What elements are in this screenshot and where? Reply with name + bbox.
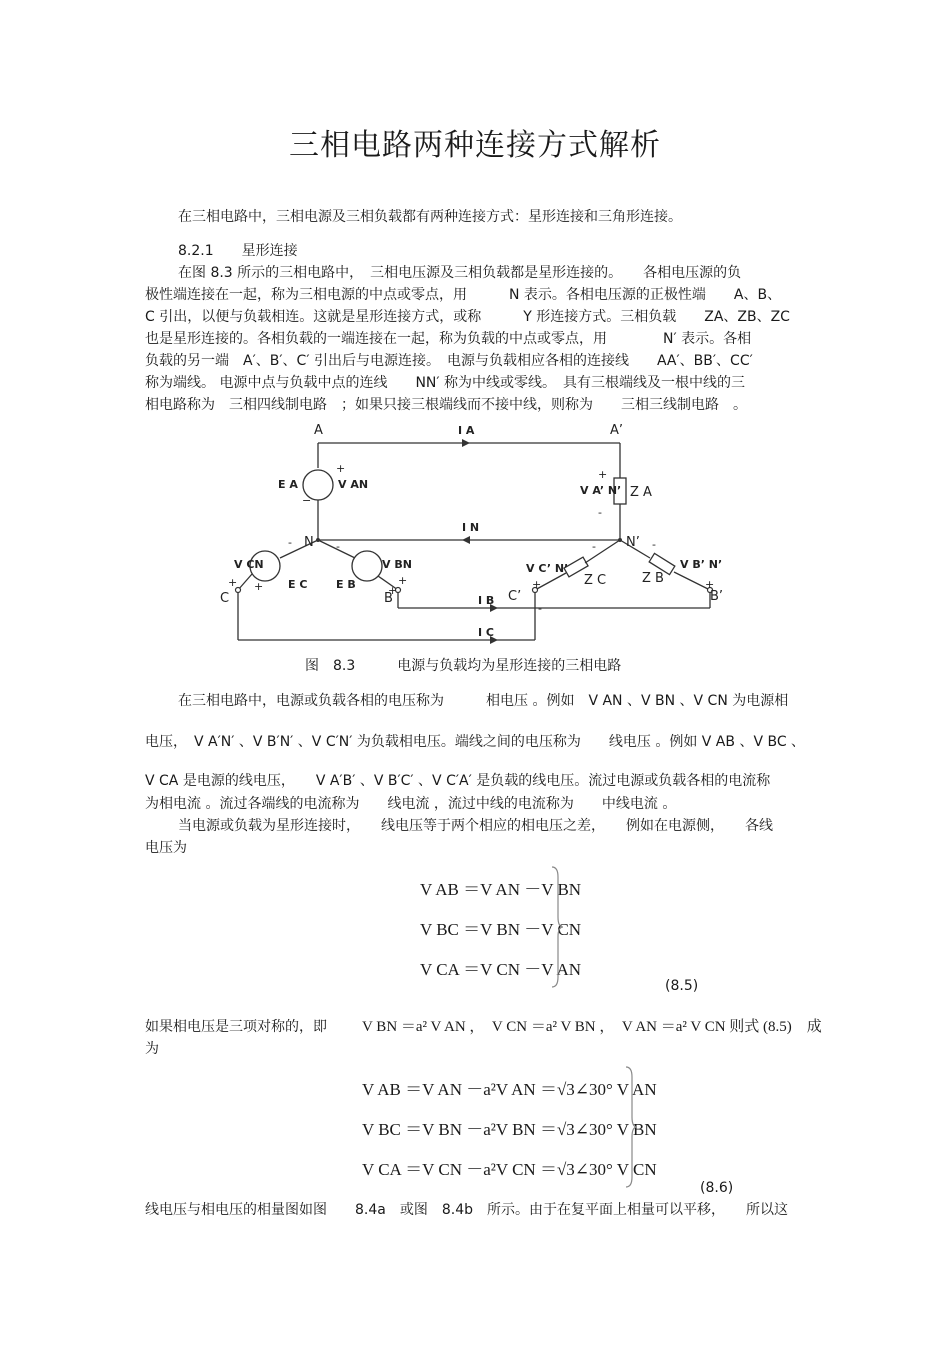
para1-line: 负载的另一端 A′、B′、C′ 引出后与电源连接。 电源与负载相应各相的连接线 AA′、BB′、CC′ <box>145 353 753 369</box>
para3-line: V BN ＝a² V AN ， V CN ＝a² V BN ， V AN ＝a² V CN 则式 (8.5) 成 <box>362 1019 822 1035</box>
source-label-ea: E A <box>278 478 298 491</box>
equation-8-5-line: V CA ＝V CN －V AN <box>420 960 582 979</box>
current-label-ia: I A <box>458 424 475 437</box>
para2-line: 电压为 <box>145 840 187 856</box>
para1-line: C 引出，以便与负载相连。这就是星形连接方式，或称 Y 形连接方式。三相负载 ZA、ZB、ZC <box>145 309 790 325</box>
node-label-c: C <box>220 591 230 606</box>
equation-8-5-line: V AB ＝V AN －V BN <box>420 880 582 899</box>
node-label-n: N <box>304 535 314 550</box>
node-label-c-prime: C’ <box>508 589 522 604</box>
svg-text:+: + <box>388 584 398 597</box>
svg-text:-: - <box>336 540 340 553</box>
node-label-b: B <box>384 591 393 606</box>
voltage-label-vcn: V CN <box>234 558 264 571</box>
svg-text:+: + <box>398 574 408 587</box>
para4-line: 线电压与相电压的相量图如图 8.4a 或图 8.4b 所示。由于在复平面上相量可以平移， 所以这 <box>145 1202 788 1218</box>
source-label-eb: E B <box>336 578 356 591</box>
figure-caption: 图 8.3 电源与负载均为星形连接的三相电路 <box>305 658 622 674</box>
para2-line: 为相电流 。流过各端线的电流称为 线电流 ，流过中线的电流称为 中线电流 。 <box>145 796 677 812</box>
para2-line: V CA 是电源的线电压， V A′B′ 、V B′C′ 、V C′A′ 是负载的线电压。流过电源或负载各相的电流称 <box>145 773 771 789</box>
para1-line: 在图 8.3 所示的三相电路中， 三相电压源及三相负载都是星形连接的。 各相电压源的负 <box>178 265 742 281</box>
svg-text:+: + <box>598 468 608 481</box>
svg-text:-: - <box>538 602 542 615</box>
svg-text:-: - <box>592 540 596 553</box>
section-heading: 8.2.1 星形连接 <box>178 243 298 259</box>
equation-number: (8.5) <box>665 978 699 994</box>
para2-line: 电压， V A′N′ 、V B′N′ 、V C′N′ 为负载相电压。端线之间的电压称为 线电压 。例如 V AB 、V BC 、 <box>145 734 806 750</box>
node-label-a-prime: A’ <box>610 423 624 438</box>
svg-text:-: - <box>598 506 602 519</box>
equation-8-6-line: V CA ＝V CN －a²V CN ＝√3∠30° V CN <box>362 1160 657 1179</box>
node-label-a: A <box>314 423 323 438</box>
voltage-label-va-n: V A’ N’ <box>580 484 622 497</box>
node-label-b-prime: B’ <box>710 589 724 604</box>
para1-line: 极性端连接在一起，称为三相电源的中点或零点，用 N 表示。各相电压源的正极性端 A、B、 <box>145 287 782 303</box>
equation-brace <box>624 1065 638 1190</box>
svg-text:−: − <box>302 494 312 507</box>
equation-number: (8.6) <box>700 1180 734 1196</box>
current-label-in: I N <box>462 521 480 534</box>
para3-line: 如果相电压是三项对称的，即 <box>145 1019 327 1035</box>
impedance-label-za: Z A <box>630 485 652 500</box>
node-label-n-prime: N’ <box>626 535 640 550</box>
svg-text:+: + <box>336 462 346 475</box>
svg-text:+: + <box>228 576 238 589</box>
impedance-label-zc: Z C <box>584 573 607 588</box>
voltage-label-van: V AN <box>338 478 369 491</box>
equation-8-6-line: V AB ＝V AN －a²V AN ＝√3∠30° V AN <box>362 1080 657 1099</box>
svg-text:+: + <box>532 578 542 591</box>
circuit-diagram <box>200 418 760 648</box>
para2-line: 在三相电路中，电源或负载各相的电压称为 相电压 。例如 V AN 、V BN 、V CN 为电源相 <box>178 693 789 709</box>
equation-8-6-line: V BC ＝V BN －a²V BN ＝√3∠30° V BN <box>362 1120 657 1139</box>
para1-line: 相电路称为 三相四线制电路 ；如果只接三根端线而不接中线，则称为 三相三线制电路 。 <box>145 397 747 413</box>
impedance-label-zb: Z B <box>642 571 664 586</box>
svg-text:-: - <box>652 538 656 551</box>
equation-8-5-line: V BC ＝V BN －V CN <box>420 920 582 939</box>
current-label-ib: I B <box>478 594 495 607</box>
page-title: 三相电路两种连接方式解析 <box>289 128 661 163</box>
para1-line: 也是星形连接的。各相负载的一端连接在一起，称为负载的中点或零点，用 N′ 表示。各相 <box>145 331 752 347</box>
svg-text:+: + <box>705 578 715 591</box>
source-label-ec: E C <box>288 578 308 591</box>
para3-line: 为 <box>145 1041 159 1057</box>
current-label-ic: I C <box>478 626 494 639</box>
voltage-label-vb-n: V B’ N’ <box>680 558 723 571</box>
voltage-label-vbn: V BN <box>382 558 412 571</box>
para1-line: 称为端线。 电源中点与负载中点的连线 NN′ 称为中线或零线。 具有三根端线及一根中线的三 <box>145 375 746 391</box>
equation-brace <box>550 865 564 990</box>
voltage-label-vc-n: V C’ N’ <box>526 562 569 575</box>
para2-line: 当电源或负载为星形连接时， 线电压等于两个相应的相电压之差， 例如在电源侧， 各线 <box>178 818 773 834</box>
svg-text:+: + <box>254 580 264 593</box>
intro-paragraph: 在三相电路中，三相电源及三相负载都有两种连接方式：星形连接和三角形连接。 <box>178 209 682 225</box>
svg-text:-: - <box>288 536 292 549</box>
